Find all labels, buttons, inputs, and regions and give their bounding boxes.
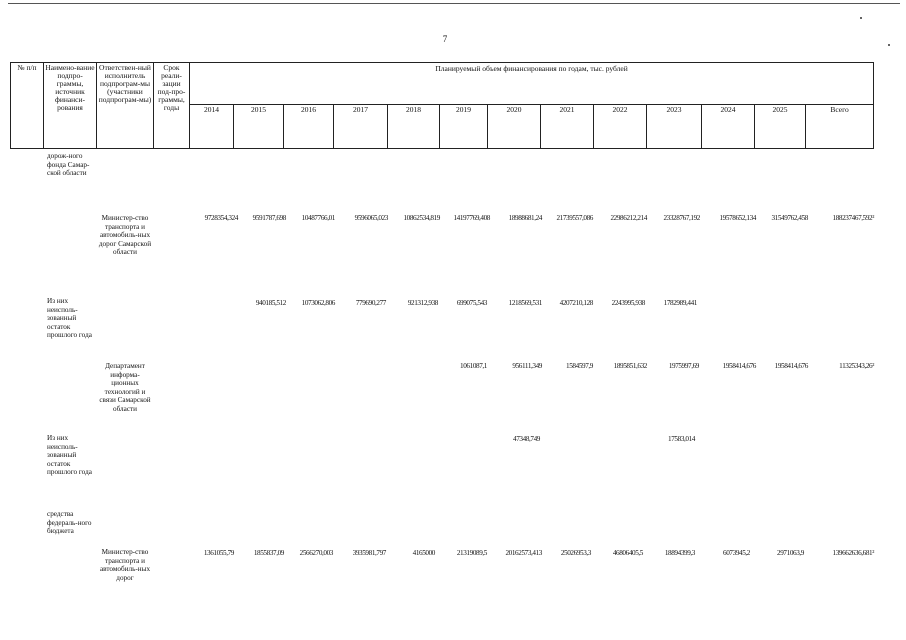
value-cell: 1782989,441 xyxy=(663,299,697,307)
value-cell: 1895851,632 xyxy=(613,362,647,370)
value-cell: 1584597,9 xyxy=(566,362,593,370)
page-number: 7 xyxy=(442,34,448,44)
value-cell-total: 139662636,681² xyxy=(832,549,874,557)
value-cell: 2971063,9 xyxy=(777,549,804,557)
value-cell: 4207210,128 xyxy=(559,299,593,307)
value-cell: 1958414,676 xyxy=(774,362,808,370)
header-year: 2021 xyxy=(541,105,594,149)
financing-table-header xyxy=(10,62,874,149)
value-cell-total: 11325343,26² xyxy=(839,362,874,370)
value-cell: 1361055,79 xyxy=(203,549,234,557)
header-year: 2020 xyxy=(488,105,541,149)
value-cell: 9728354,324 xyxy=(204,214,238,222)
value-cell: 1073062,806 xyxy=(301,299,335,307)
value-cell: 3935981,797 xyxy=(352,549,386,557)
header-planned-financing: Планируемый объем финансирования по годам, тыс. рублей xyxy=(190,63,874,105)
row-executor-ministry-transport: Министер-ство транспорта и автомобиль-ных дорог Самарской области xyxy=(98,214,152,257)
row-name-federal-budget: средства федераль-ного бюджета xyxy=(47,510,92,536)
value-cell: 17583,014 xyxy=(668,435,695,443)
value-cell: 779690,277 xyxy=(355,299,386,307)
value-cell: 1061087,1 xyxy=(460,362,487,370)
value-cell: 1218569,531 xyxy=(508,299,542,307)
value-cell: 21739557,086 xyxy=(556,214,593,222)
value-cell: 1855837,09 xyxy=(253,549,284,557)
header-year: 2019 xyxy=(440,105,488,149)
header-term: Срок реали-зации под-про-граммы, годы xyxy=(154,63,190,149)
header-year: 2025 xyxy=(755,105,806,149)
value-cell: 47348,749 xyxy=(513,435,540,443)
header-year: 2022 xyxy=(594,105,647,149)
value-cell: 25026953,3 xyxy=(560,549,591,557)
value-cell: 6073945,2 xyxy=(723,549,750,557)
value-cell: 921312,938 xyxy=(407,299,438,307)
value-cell: 9596065,023 xyxy=(354,214,388,222)
page-top-border xyxy=(8,3,900,4)
value-cell: 2566270,003 xyxy=(299,549,333,557)
value-cell: 10487766,01 xyxy=(301,214,335,222)
value-cell: 956111,349 xyxy=(512,362,542,370)
header-year: 2023 xyxy=(647,105,702,149)
scan-speck xyxy=(888,44,890,46)
row-name-unused-balance: Из них неисполь-зованный остаток прошлого года xyxy=(47,434,92,477)
header-year: 2017 xyxy=(334,105,388,149)
value-cell: 46806405,5 xyxy=(612,549,643,557)
value-cell: 940185,512 xyxy=(255,299,286,307)
value-cell: 4165000 xyxy=(412,549,435,557)
value-cell: 20162573,413 xyxy=(505,549,542,557)
row-executor-ministry-transport: Министер-ство транспорта и автомобиль-ных дорог xyxy=(99,548,151,582)
header-year: 2015 xyxy=(234,105,284,149)
value-cell: 1975997,69 xyxy=(668,362,699,370)
row-name-unused-balance: Из них неисполь-зованный остаток прошлого года xyxy=(47,297,92,340)
value-cell: 14197769,408 xyxy=(453,214,490,222)
header-year: 2014 xyxy=(190,105,234,149)
value-cell: 31549762,458 xyxy=(771,214,808,222)
scan-speck xyxy=(860,17,862,19)
value-cell: 9591787,698 xyxy=(252,214,286,222)
header-subprogram-name: Наимено-вание подпро-граммы, источник финанси-рования xyxy=(44,63,97,149)
value-cell: 2243995,938 xyxy=(611,299,645,307)
row-executor-it-department: Департамент информа-ционных технологий и связи Самарской области xyxy=(99,362,151,413)
value-cell: 19578652,134 xyxy=(719,214,756,222)
value-cell: 699075,543 xyxy=(456,299,487,307)
header-year: 2018 xyxy=(388,105,440,149)
header-executor: Ответствен-ный исполнитель подпрограм-мы (участники подпрограм-мы) xyxy=(97,63,154,149)
value-cell: 1958414,676 xyxy=(722,362,756,370)
value-cell: 21319089,5 xyxy=(456,549,487,557)
header-total: Всего xyxy=(806,105,874,149)
value-cell: 22986212,214 xyxy=(610,214,647,222)
header-number: № п/п xyxy=(11,63,44,149)
row-name-road-fund: дорож-ного фонда Самар-ской области xyxy=(47,152,90,178)
value-cell: 18894399,3 xyxy=(664,549,695,557)
value-cell: 10862534,819 xyxy=(403,214,440,222)
value-cell: 23328767,192 xyxy=(663,214,700,222)
header-year: 2024 xyxy=(702,105,755,149)
value-cell-total: 188237467,592² xyxy=(832,214,874,222)
value-cell: 18988681,24 xyxy=(508,214,542,222)
header-year: 2016 xyxy=(284,105,334,149)
